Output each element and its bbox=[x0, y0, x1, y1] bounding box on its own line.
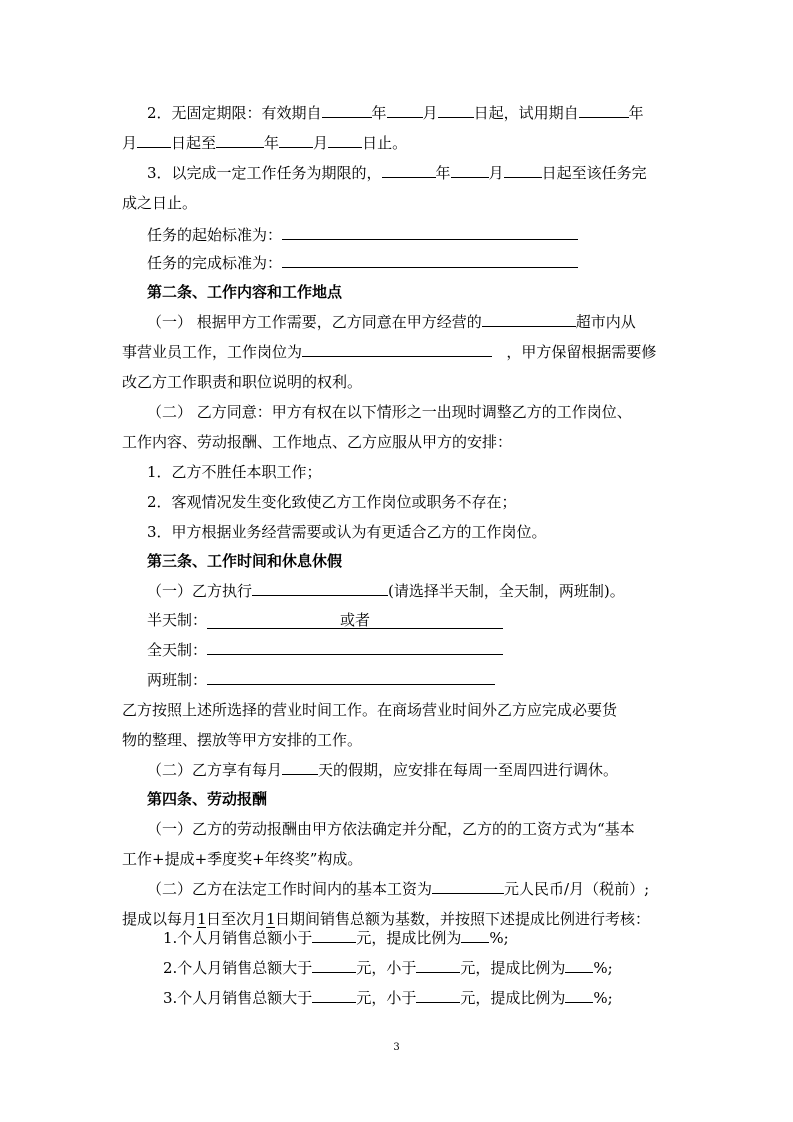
paragraph-holidays: （二）乙方享有每月 天的假期，应安排在每周一至周四进行调休。 bbox=[147, 758, 703, 782]
blank-two-shift bbox=[207, 668, 495, 685]
paragraph-half-day: 半天制： 或者 bbox=[147, 608, 703, 632]
blank-store-name bbox=[482, 310, 576, 327]
list-item-1: 1．乙方不胜任本职工作； bbox=[147, 463, 322, 481]
blank-rule3-max bbox=[416, 986, 460, 1003]
blank-rule3-min bbox=[312, 986, 356, 1003]
blank-rule3-rate bbox=[565, 986, 593, 1003]
filled-day-2: 1 bbox=[266, 910, 276, 928]
blank-end-day bbox=[328, 131, 362, 148]
paragraph-task-term-end: 成之日止。 bbox=[122, 194, 198, 212]
blank-year bbox=[322, 101, 372, 118]
blank-rule2-rate bbox=[565, 956, 593, 973]
paragraph-task-finish-standard: 任务的完成标准为： bbox=[147, 251, 703, 275]
heading-article-3: 第三条、工作时间和休息休假 bbox=[147, 552, 343, 570]
paragraph-base-salary: （二）乙方在法定工作时间内的基本工资为 元人民币/月（税前）; bbox=[147, 877, 703, 901]
blank-full-day bbox=[207, 638, 503, 655]
blank-task-year bbox=[382, 161, 436, 178]
paragraph-schedule-choice: （一）乙方执行 (请选择半天制，全天制，两班制)。 bbox=[147, 579, 703, 603]
paragraph-remuneration-1: （一）乙方的劳动报酬由甲方依法确定并分配，乙方的的工资方式为“基本 bbox=[147, 820, 635, 838]
paragraph-remuneration-1-cont: 工作+提成+季度奖+年终奖”构成。 bbox=[122, 850, 363, 868]
blank-rule1-amount bbox=[312, 926, 356, 943]
paragraph-fixed-term: 2．无固定期限：有效期自 年 月 日起，试用期自 年 bbox=[147, 101, 703, 125]
blank-trial-year bbox=[579, 101, 629, 118]
blank-end-month bbox=[279, 131, 313, 148]
filled-day-1: 1 bbox=[197, 910, 207, 928]
paragraph-task-start-standard: 任务的起始标准为： bbox=[147, 223, 703, 247]
blank-task-month bbox=[451, 161, 489, 178]
blank-schedule-choice bbox=[252, 579, 388, 596]
paragraph-commission-basis: 提成以每月1日至次月1日期间销售总额为基数，并按照下述提成比例进行考核： bbox=[122, 910, 651, 928]
blank-task-day bbox=[504, 161, 542, 178]
paragraph-working-hours-cont: 物的整理、摆放等甲方安排的工作。 bbox=[122, 731, 363, 749]
blank-half-day: 或者 bbox=[207, 612, 503, 629]
blank-rule2-max bbox=[416, 956, 460, 973]
blank-task-finish-standard bbox=[282, 251, 578, 268]
page-number: 3 bbox=[393, 1042, 400, 1053]
paragraph-working-hours: 乙方按照上述所选择的营业时间工作。在商场营业时间外乙方应完成必要货 bbox=[122, 701, 618, 719]
commission-rule-3: 3.个人月销售总额大于 元，小于 元，提成比例为 %; bbox=[163, 986, 719, 1010]
paragraph-job-position: 事营业员工作，工作岗位为 ，甲方保留根据需要修 bbox=[122, 340, 678, 364]
paragraph-article-2-1: （一） 根据甲方工作需要，乙方同意在甲方经营的 超市内从 bbox=[147, 310, 703, 334]
paragraph-full-day: 全天制： bbox=[147, 638, 703, 662]
blank-rule1-rate bbox=[461, 926, 489, 943]
commission-rule-2: 2.个人月销售总额大于 元，小于 元，提成比例为 %; bbox=[163, 956, 719, 980]
blank-end-year bbox=[216, 131, 264, 148]
blank-rule2-min bbox=[312, 956, 356, 973]
blank-task-start-standard bbox=[282, 223, 578, 240]
list-item-3: 3．甲方根据业务经营需要或认为有更适合乙方的工作岗位。 bbox=[147, 523, 547, 541]
blank-trial-day bbox=[137, 131, 171, 148]
paragraph-trial-end: 月 日起至 年 月 日止。 bbox=[122, 131, 678, 155]
paragraph-two-shift: 两班制： bbox=[147, 668, 703, 692]
paragraph-article-2-2-cont: 工作内容、劳动报酬、工作地点、乙方应服从甲方的安排： bbox=[122, 433, 513, 451]
heading-article-2: 第二条、工作内容和工作地点 bbox=[147, 283, 343, 301]
heading-article-4: 第四条、劳动报酬 bbox=[147, 790, 268, 808]
paragraph-article-2-2: （二） 乙方同意：甲方有权在以下情形之一出现时调整乙方的工作岗位、 bbox=[147, 403, 632, 421]
blank-month bbox=[387, 101, 423, 118]
blank-job-position bbox=[302, 340, 492, 357]
blank-day bbox=[438, 101, 474, 118]
paragraph-task-term: 3．以完成一定工作任务为期限的， 年 月 日起至该任务完 bbox=[147, 161, 703, 185]
list-item-2: 2．客观情况发生变化致使乙方工作岗位或职务不存在； bbox=[147, 493, 517, 511]
blank-base-salary bbox=[432, 877, 504, 894]
blank-holiday-days bbox=[282, 758, 318, 775]
paragraph-job-duties: 改乙方工作职责和职位说明的权利。 bbox=[122, 373, 363, 391]
commission-rule-1: 1.个人月销售总额小于 元，提成比例为 %; bbox=[163, 926, 719, 950]
